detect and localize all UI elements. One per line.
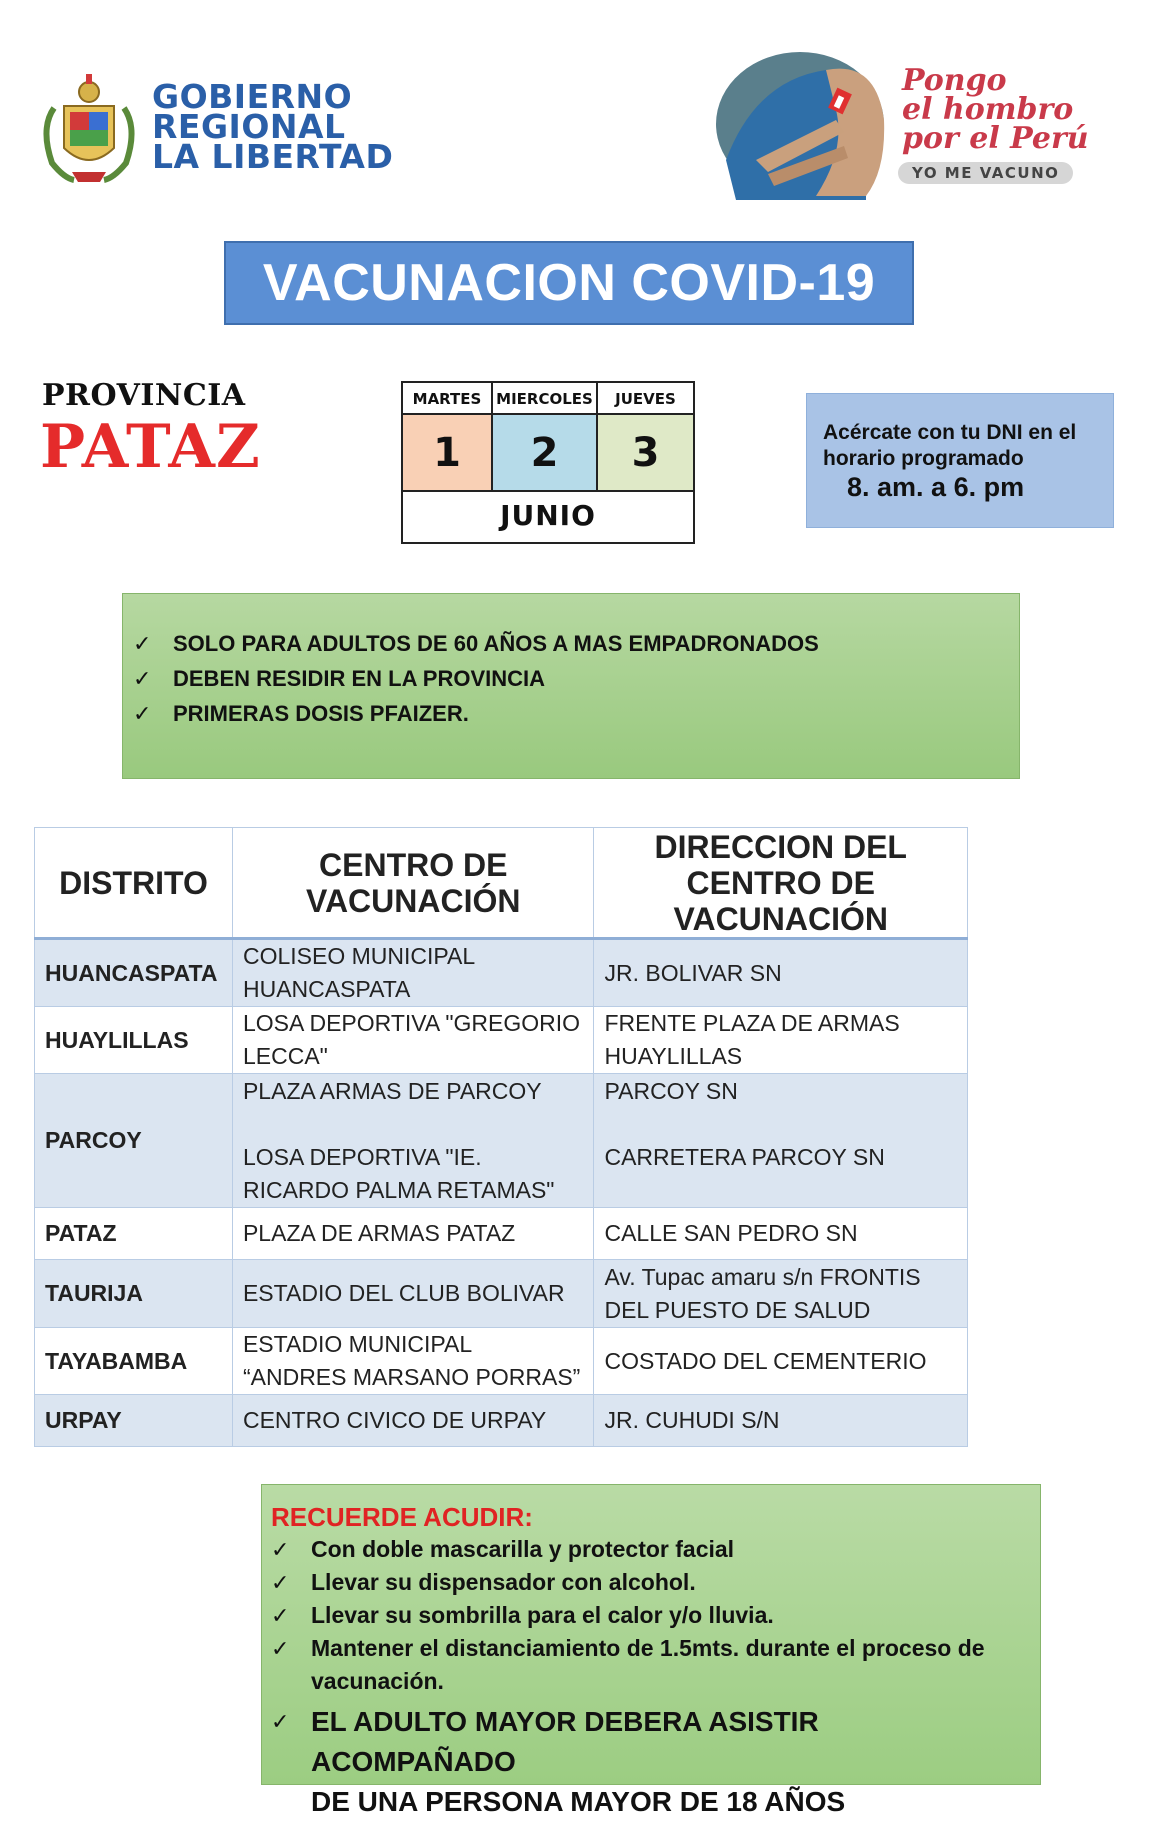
column-header-center: CENTRO DE VACUNACIÓN — [232, 828, 594, 939]
checkmark-icon: ✓ — [271, 1709, 290, 1734]
checkmark-icon: ✓ — [271, 1570, 290, 1595]
calendar-day-number: 1 — [403, 415, 493, 492]
reminder-title: RECUERDE ACUDIR: — [271, 1502, 533, 1532]
reminder-final-item — [271, 1702, 1030, 1822]
checkmark-icon: ✓ — [133, 666, 152, 691]
table-row — [35, 1395, 968, 1447]
regional-crest-icon — [34, 68, 144, 188]
center-cell: ESTADIO MUNICIPAL “ANDRES MARSANO PORRAS” — [232, 1328, 594, 1395]
district-cell: HUANCASPATA — [35, 939, 233, 1007]
address-cell: PARCOY SN CARRETERA PARCOY SN — [594, 1074, 968, 1208]
reminder-item — [271, 1599, 1030, 1632]
org-name: GOBIERNO REGIONAL LA LIBERTAD — [152, 77, 394, 176]
column-header-district: DISTRITO — [35, 828, 233, 939]
center-cell: LOSA DEPORTIVA "GREGORIO LECCA" — [232, 1007, 594, 1074]
calendar-day-number: 2 — [493, 415, 598, 492]
requirements-box — [122, 593, 1020, 779]
table-row — [35, 1074, 968, 1208]
checkmark-icon: ✓ — [271, 1636, 290, 1661]
requirement-text: DEBEN RESIDIR EN LA PROVINCIA — [173, 666, 546, 691]
center-cell: PLAZA ARMAS DE PARCOY LOSA DEPORTIVA "IE. RICARDO PALMA RETAMAS" — [232, 1074, 594, 1208]
district-cell: PATAZ — [35, 1208, 233, 1260]
address-cell: Av. Tupac amaru s/n FRONTIS DEL PUESTO DE SALUD — [594, 1260, 968, 1328]
table-header-row — [35, 828, 968, 939]
info-text: horario programado — [823, 447, 1024, 470]
title-banner — [224, 241, 914, 325]
province-name: PATAZ — [40, 412, 261, 482]
center-cell: COLISEO MUNICIPAL HUANCASPATA — [232, 939, 594, 1007]
center-cell: PLAZA DE ARMAS PATAZ — [232, 1208, 594, 1260]
center-cell: CENTRO CIVICO DE URPAY — [232, 1395, 594, 1447]
checkmark-icon: ✓ — [133, 701, 152, 726]
table-row — [35, 1007, 968, 1074]
campaign-badge: YO ME VACUNO — [898, 162, 1073, 184]
calendar-day-name: MARTES — [403, 383, 493, 415]
vaccination-calendar — [401, 381, 695, 544]
center-cell: ESTADIO DEL CLUB BOLIVAR — [232, 1260, 594, 1328]
requirement-item — [133, 696, 1019, 731]
district-cell: URPAY — [35, 1395, 233, 1447]
reminder-text: Llevar su sombrilla para el calor y/o lluvia. — [311, 1602, 774, 1628]
reminder-item — [271, 1566, 1030, 1599]
column-header-address: DIRECCION DEL CENTRO DE VACUNACIÓN — [594, 828, 968, 939]
district-cell: HUAYLILLAS — [35, 1007, 233, 1074]
calendar-day-name: JUEVES — [598, 383, 693, 415]
campaign-logo — [716, 50, 1096, 200]
checkmark-icon: ✓ — [271, 1537, 290, 1562]
reminder-box — [261, 1484, 1041, 1817]
checkmark-icon: ✓ — [133, 631, 152, 656]
address-cell: JR. BOLIVAR SN — [594, 939, 968, 1007]
schedule-time: 8. am. a 6. pm — [847, 472, 1025, 502]
campaign-slogan: Pongo el hombro por el Perú — [902, 63, 1089, 156]
requirement-item — [133, 661, 1019, 696]
calendar-month: JUNIO — [500, 499, 596, 532]
table-row — [35, 939, 968, 1007]
reminder-text: Mantener el distanciamiento de 1.5mts. durante el proceso de vacunación. — [311, 1635, 985, 1694]
page-title: VACUNACION COVID-19 — [262, 254, 876, 312]
reminder-item — [271, 1533, 1030, 1566]
reminder-item — [271, 1632, 1030, 1698]
regional-government-logo — [34, 68, 414, 188]
requirement-item — [133, 626, 1019, 661]
calendar-day-number: 3 — [598, 415, 693, 492]
schedule-info-box — [806, 393, 1114, 528]
checkmark-icon: ✓ — [271, 1603, 290, 1628]
table-row — [35, 1208, 968, 1260]
requirement-text: SOLO PARA ADULTOS DE 60 AÑOS A MAS EMPADRONADOS — [173, 631, 819, 656]
address-cell: COSTADO DEL CEMENTERIO — [594, 1328, 968, 1395]
district-cell: TAURIJA — [35, 1260, 233, 1328]
district-cell: PARCOY — [35, 1074, 233, 1208]
district-cell: TAYABAMBA — [35, 1328, 233, 1395]
reminder-text: Llevar su dispensador con alcohol. — [311, 1569, 696, 1595]
address-cell: CALLE SAN PEDRO SN — [594, 1208, 968, 1260]
table-row — [35, 1260, 968, 1328]
requirement-text: PRIMERAS DOSIS PFAIZER. — [173, 701, 469, 726]
address-cell: JR. CUHUDI S/N — [594, 1395, 968, 1447]
info-text: Acércate con tu DNI en el — [823, 421, 1077, 444]
address-cell: FRENTE PLAZA DE ARMAS HUAYLILLAS — [594, 1007, 968, 1074]
province-label: PROVINCIA — [42, 378, 246, 413]
calendar-day-name: MIERCOLES — [493, 383, 598, 415]
reminder-final-text: EL ADULTO MAYOR DEBERA ASISTIR ACOMPAÑADO DE UNA PERSONA MAYOR DE 18 AÑOS — [311, 1706, 846, 1817]
vaccination-centers-table — [34, 827, 968, 1447]
table-row — [35, 1328, 968, 1395]
reminder-text: Con doble mascarilla y protector facial — [311, 1536, 735, 1562]
vaccine-arm-icon — [716, 50, 896, 200]
